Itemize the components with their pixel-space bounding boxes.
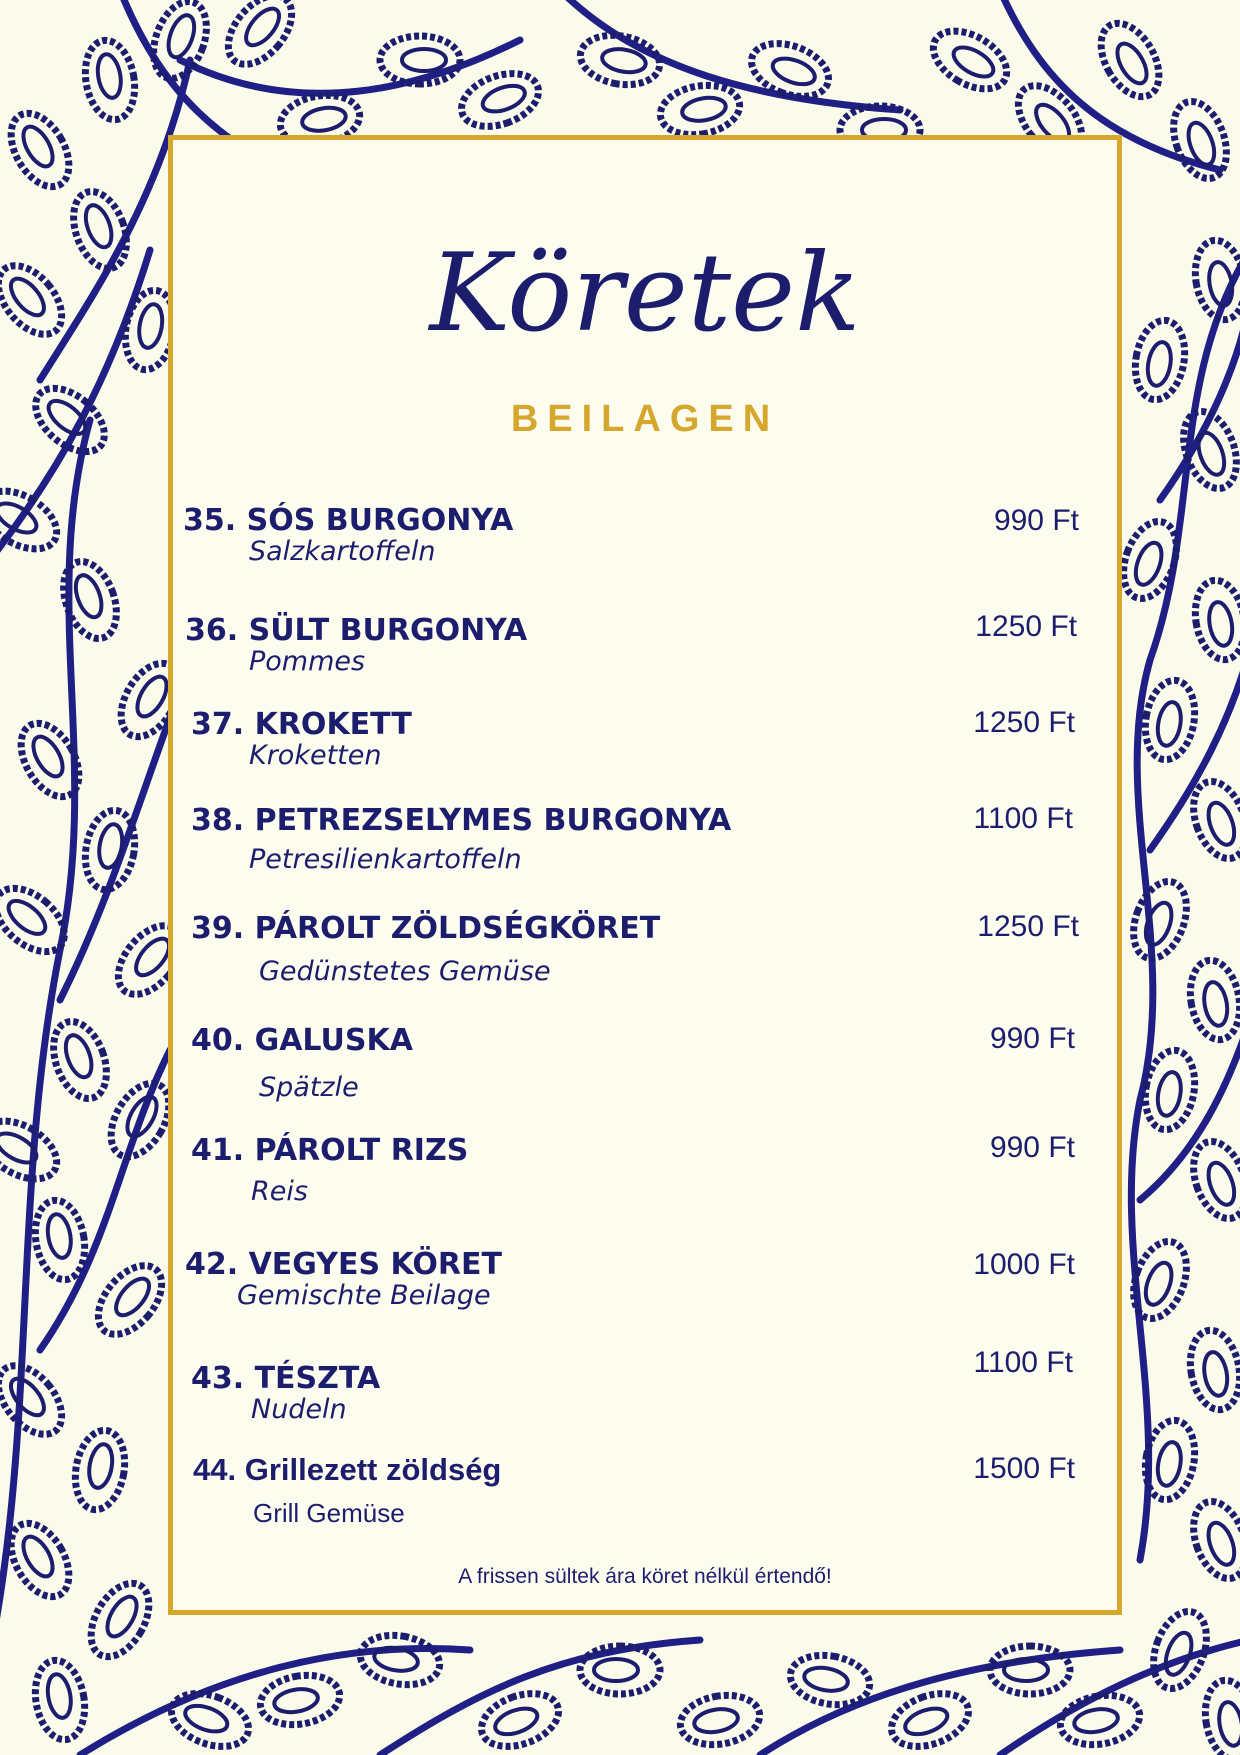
item-translation: Grill Gemüse — [253, 1498, 405, 1528]
item-name: 44. Grillezett zöldség — [193, 1452, 502, 1487]
item-name: 39. PÁROLT ZÖLDSÉGKÖRET — [191, 911, 661, 946]
item-translation: Reis — [251, 1176, 308, 1207]
item-name: 42. VEGYES KÖRET — [185, 1247, 502, 1282]
menu-frame — [168, 135, 1122, 1615]
item-name: 41. PÁROLT RIZS — [191, 1133, 469, 1168]
item-price: 1000 Ft — [973, 1248, 1075, 1281]
item-name: 35. SÓS BURGONYA — [183, 503, 514, 538]
item-price: 1250 Ft — [973, 706, 1075, 739]
item-translation: Kroketten — [249, 740, 382, 771]
item-name: 43. TÉSZTA — [191, 1361, 381, 1396]
item-translation: Salzkartoffeln — [249, 536, 436, 567]
item-price: 1250 Ft — [977, 910, 1079, 943]
item-price: 1250 Ft — [975, 610, 1077, 643]
item-price: 990 Ft — [989, 1131, 1075, 1164]
item-price: 990 Ft — [993, 504, 1079, 537]
item-name: 40. GALUSKA — [191, 1023, 413, 1058]
menu-title: Köretek — [429, 231, 861, 356]
item-translation: Gedünstetes Gemüse — [259, 956, 551, 987]
item-translation: Spätzle — [259, 1072, 359, 1103]
item-translation: Gemischte Beilage — [237, 1280, 491, 1311]
item-price: 1100 Ft — [973, 802, 1073, 835]
item-price: 1500 Ft — [973, 1452, 1075, 1485]
item-price: 990 Ft — [989, 1022, 1075, 1055]
item-price: 1100 Ft — [973, 1346, 1073, 1379]
item-name: 36. SÜLT BURGONYA — [185, 613, 528, 648]
item-translation: Petresilienkartoffeln — [249, 844, 522, 875]
item-translation: Pommes — [249, 646, 366, 677]
item-name: 37. KROKETT — [191, 707, 412, 742]
menu-footnote: A frissen sültek ára köret nélkül értendő! — [458, 1565, 832, 1588]
item-name: 38. PETREZSELYMES BURGONYA — [191, 803, 732, 838]
menu-subtitle: BEILAGEN — [510, 398, 780, 440]
item-translation: Nudeln — [251, 1394, 347, 1425]
